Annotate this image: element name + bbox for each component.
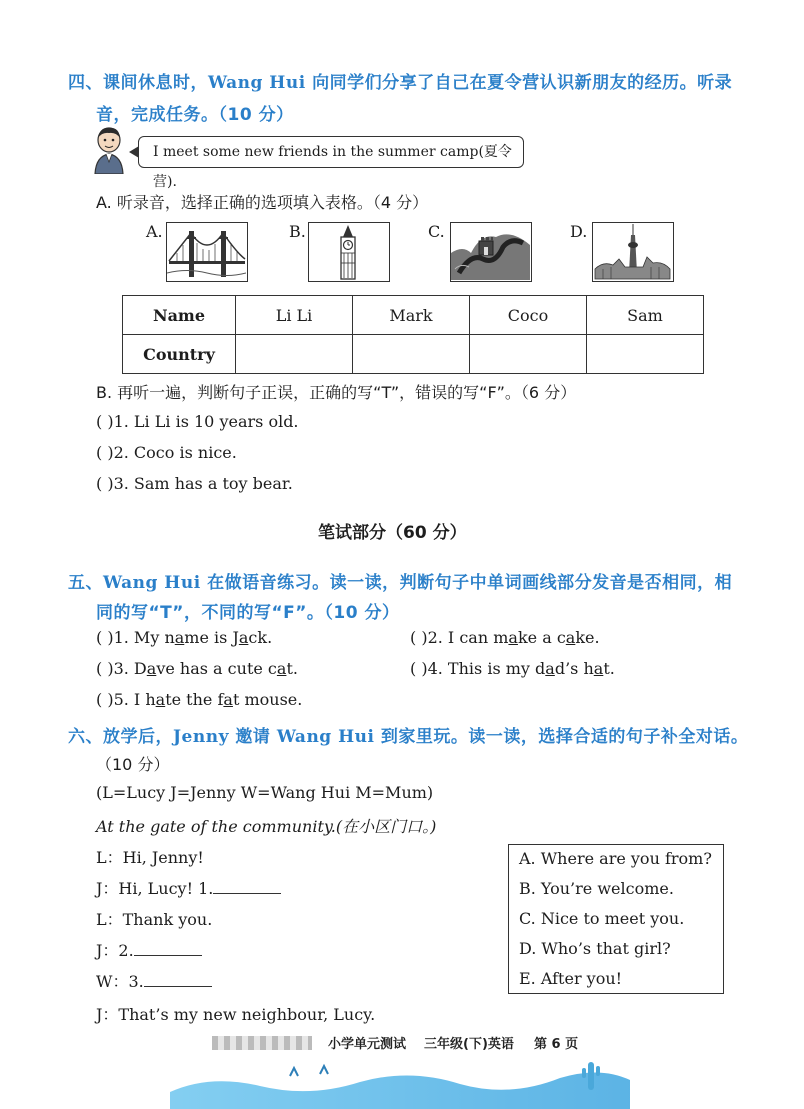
table-cell-name: Sam xyxy=(587,296,704,335)
table-cell-name: Li Li xyxy=(236,296,353,335)
section6-score: （10 分） xyxy=(96,755,170,774)
footer-series: 小学单元测试 xyxy=(328,1037,407,1052)
dialog-line: W：3. xyxy=(96,969,212,992)
answer-paren[interactable]: ( ) xyxy=(410,659,428,678)
answer-paren[interactable]: ( ) xyxy=(96,412,114,431)
dialog-line: L：Hi, Jenny! xyxy=(96,848,204,867)
pic-letter-c: C. xyxy=(428,222,445,241)
answer-paren[interactable]: ( ) xyxy=(96,659,114,678)
phonics-item: ( )4. This is my dad’s hat. xyxy=(410,659,615,678)
tf-item: ( )3. Sam has a toy bear. xyxy=(96,474,293,493)
country-answer-cell[interactable] xyxy=(470,335,587,374)
name-country-table xyxy=(122,295,704,374)
table-header-name: Name xyxy=(123,296,236,335)
pic-great-wall xyxy=(450,222,532,282)
table-row-country xyxy=(123,335,704,374)
scene-description: At the gate of the community.(在小区门口。) xyxy=(96,817,437,836)
boy-avatar-icon xyxy=(92,126,126,174)
pic-letter-a: A. xyxy=(146,222,163,241)
section5-title-line1: 五、Wang Hui 在做语音练习。读一读，判断句子中单词画线部分发音是否相同，相 xyxy=(68,573,733,593)
dialog-line: J：2. xyxy=(96,938,202,961)
section5-title-line2: 同的写“T”，不同的写“F”。（10 分） xyxy=(96,603,400,623)
phonics-item: ( )3. Dave has a cute cat. xyxy=(96,659,298,678)
big-ben-icon xyxy=(309,223,388,280)
written-part-heading: 笔试部分（60 分） xyxy=(318,523,467,543)
answer-paren[interactable]: ( ) xyxy=(96,628,114,647)
section4-title-line2: 音，完成任务。（10 分） xyxy=(96,105,294,125)
speech-bubble: I meet some new friends in the summer camp(夏令营). xyxy=(138,136,524,168)
golden-gate-bridge-icon xyxy=(167,223,246,280)
cn-tower-icon xyxy=(593,223,672,280)
option-item: B. You’re welcome. xyxy=(519,879,674,898)
pic-letter-b: B. xyxy=(289,222,306,241)
option-item: C. Nice to meet you. xyxy=(519,909,685,928)
phonics-item: ( )2. I can make a cake. xyxy=(410,628,600,647)
country-answer-cell[interactable] xyxy=(236,335,353,374)
section6-title-line1: 六、放学后，Jenny 邀请 Wang Hui 到家里玩。读一读，选择合适的句子补全对话。 xyxy=(68,727,749,747)
pic-golden-gate-bridge xyxy=(166,222,248,282)
footer-wave-decoration xyxy=(170,1048,630,1109)
answer-blank[interactable] xyxy=(213,879,281,894)
answer-blank[interactable] xyxy=(144,972,212,987)
pic-letter-d: D. xyxy=(570,222,588,241)
tf-item: ( )2. Coco is nice. xyxy=(96,443,237,462)
pic-big-ben xyxy=(308,222,390,282)
option-item: D. Who’s that girl? xyxy=(519,939,671,958)
country-answer-cell[interactable] xyxy=(587,335,704,374)
answer-paren[interactable]: ( ) xyxy=(96,443,114,462)
phonics-item: ( )1. My name is Jack. xyxy=(96,628,273,647)
section4-title-line1: 四、课间休息时，Wang Hui 向同学们分享了自己在夏令营认识新朋友的经历。听录 xyxy=(68,73,733,93)
table-cell-name: Mark xyxy=(353,296,470,335)
tf-item: ( )1. Li Li is 10 years old. xyxy=(96,412,299,431)
footer-grade: 三年级(下)英语 xyxy=(424,1037,514,1052)
dialog-line: J：Hi, Lucy! 1. xyxy=(96,876,281,899)
answer-paren[interactable]: ( ) xyxy=(410,628,428,647)
pic-cn-tower xyxy=(592,222,674,282)
table-row-name xyxy=(123,296,704,335)
country-answer-cell[interactable] xyxy=(353,335,470,374)
footer-page: 第 6 页 xyxy=(534,1037,579,1052)
table-header-country: Country xyxy=(123,335,236,374)
footer-barcode-blur xyxy=(212,1036,312,1050)
options-box xyxy=(508,844,724,994)
answer-paren[interactable]: ( ) xyxy=(96,474,114,493)
option-item: A. Where are you from? xyxy=(519,849,712,868)
role-legend: (L=Lucy J=Jenny W=Wang Hui M=Mum) xyxy=(96,783,434,802)
part-b-instruction: B. 再听一遍，判断句子正误，正确的写“T”，错误的写“F”。（6 分） xyxy=(96,383,577,402)
dialog-line: L：Thank you. xyxy=(96,910,213,929)
option-item: E. After you! xyxy=(519,969,623,988)
table-cell-name: Coco xyxy=(470,296,587,335)
dialog-line: J：That’s my new neighbour, Lucy. xyxy=(96,1005,376,1024)
answer-blank[interactable] xyxy=(134,941,202,956)
answer-paren[interactable]: ( ) xyxy=(96,690,114,709)
part-a-instruction: A. 听录音，选择正确的选项填入表格。（4 分） xyxy=(96,193,429,212)
great-wall-icon xyxy=(451,223,530,280)
phonics-item: ( )5. I hate the fat mouse. xyxy=(96,690,303,709)
